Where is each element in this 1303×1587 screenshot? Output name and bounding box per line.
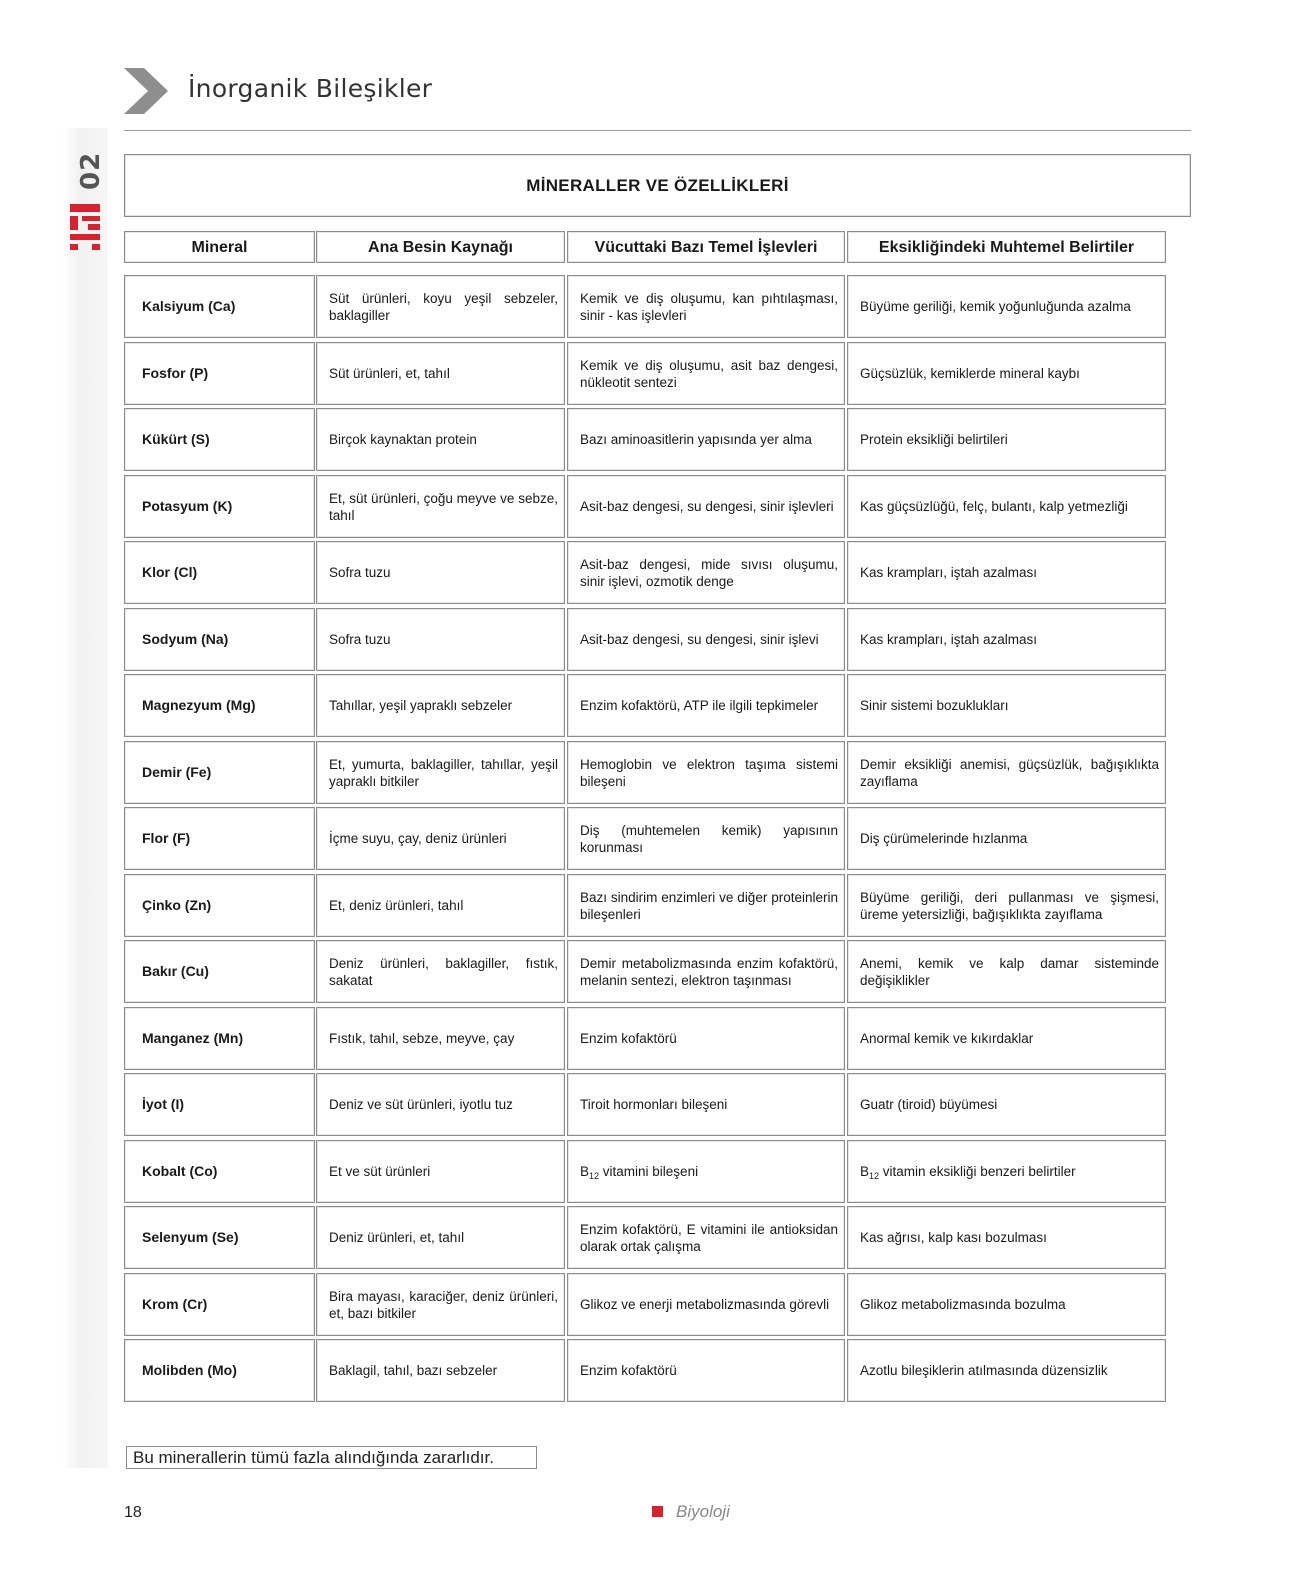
source-text: Deniz ürünleri, et, tahıl [329,1230,465,1245]
deficiency-cell [847,1007,1166,1070]
deficiency-cell [847,1206,1166,1269]
source-text: Et, yumurta, baklagiller, tahıllar, yeşil yapraklı bitkiler [329,756,558,789]
function-cell [567,1073,845,1136]
function-text: Asit-baz dengesi, su dengesi, sinir işlevleri [580,499,834,514]
function-text: Enzim kofaktörü, ATP ile ilgili tepkimeler [580,698,819,713]
source-text: İçme suyu, çay, deniz ürünleri [329,831,507,846]
function-text: Enzim kofaktörü [580,1031,677,1046]
source-text: Et, deniz ürünleri, tahıl [329,898,464,913]
function-text: Asit-baz dengesi, su dengesi, sinir işlevi [580,632,819,647]
unit-number: 02 [76,151,106,190]
column-header: Vücuttaki Bazı Temel İşlevleri [567,231,845,263]
source-text: Sofra tuzu [329,565,391,580]
function-cell [567,475,845,538]
function-text: Bazı aminoasitlerin yapısında yer alma [580,432,812,447]
deficiency-text: Büyüme geriliği, deri pullanması ve şişmesi, üreme yetersizliği, bağışıklıkta zayıflama [860,889,1159,922]
source-cell [316,1073,565,1136]
footnote: Bu minerallerin tümü fazla alındığında zararlıdır. [126,1446,537,1469]
source-cell [316,1339,565,1402]
page-title: İnorganik Bileşikler [188,74,433,103]
source-cell [316,475,565,538]
deficiency-cell [847,1140,1166,1203]
deficiency-text: Demir eksikliği anemisi, güçsüzlük, bağışıklıkta zayıflama [860,756,1159,789]
function-cell [567,408,845,471]
function-text: Bazı sindirim enzimleri ve diğer proteinlerin bileşenleri [580,889,838,922]
function-text: $B_{12}$ vitamini bileşeni [580,1164,699,1181]
deficiency-text: Anormal kemik ve kıkırdaklar [860,1031,1034,1046]
deficiency-text: $B_{12}$ vitamin eksikliği benzeri belirtiler [860,1164,1076,1181]
deficiency-cell [847,608,1166,671]
function-text: Kemik ve diş oluşumu, kan pıhtılaşması, sinir - kas işlevleri [580,290,838,323]
source-text: Et ve süt ürünleri [329,1164,431,1179]
function-text: Diş (muhtemelen kemik) yapısının korunması [580,822,838,855]
source-text: Birçok kaynaktan protein [329,432,477,447]
mineral-cell: Fosfor (P) [124,342,315,405]
source-cell [316,874,565,937]
source-cell [316,1007,565,1070]
deficiency-cell [847,741,1166,804]
source-cell [316,940,565,1003]
deficiency-text: Protein eksikliği belirtileri [860,432,1008,447]
unit-logo-icon [68,202,102,252]
deficiency-text: Diş çürümelerinde hızlanma [860,831,1028,846]
function-cell [567,541,845,604]
function-cell [567,874,845,937]
function-cell [567,807,845,870]
deficiency-text: Kas krampları, iştah azalması [860,565,1038,580]
source-cell [316,741,565,804]
function-cell [567,1273,845,1336]
source-text: Fıstık, tahıl, sebze, meyve, çay [329,1031,515,1046]
source-cell [316,275,565,338]
deficiency-text: Kas ağrısı, kalp kası bozulması [860,1230,1047,1245]
deficiency-cell [847,408,1166,471]
deficiency-text: Güçsüzlük, kemiklerde mineral kaybı [860,366,1080,381]
mineral-cell: Kobalt (Co) [124,1140,315,1203]
column-header: Ana Besin Kaynağı [316,231,565,263]
table-title: MİNERALLER VE ÖZELLİKLERİ [124,154,1191,217]
deficiency-text: Guatr (tiroid) büyümesi [860,1097,998,1112]
source-cell [316,674,565,737]
function-cell [567,342,845,405]
mineral-cell: Çinko (Zn) [124,874,315,937]
function-text: Glikoz ve enerji metabolizmasında görevli [580,1297,830,1312]
deficiency-cell [847,541,1166,604]
deficiency-text: Sinir sistemi bozuklukları [860,698,1009,713]
deficiency-cell [847,342,1166,405]
deficiency-text: Büyüme geriliği, kemik yoğunluğunda azalma [860,299,1131,314]
deficiency-text: Azotlu bileşiklerin atılmasında düzensizlik [860,1363,1108,1378]
mineral-cell: Manganez (Mn) [124,1007,315,1070]
mineral-cell: Potasyum (K) [124,475,315,538]
deficiency-cell [847,475,1166,538]
source-text: Baklagil, tahıl, bazı sebzeler [329,1363,498,1378]
source-text: Süt ürünleri, et, tahıl [329,366,450,381]
page-number: 18 [124,1504,142,1521]
deficiency-text: Kas krampları, iştah azalması [860,632,1038,647]
deficiency-cell [847,874,1166,937]
column-header: Eksikliğindeki Muhtemel Belirtiler [847,231,1166,263]
mineral-cell: Kükürt (S) [124,408,315,471]
source-cell [316,1273,565,1336]
column-header: Mineral [124,231,315,263]
header-divider [124,130,1191,131]
deficiency-text: Kas güçsüzlüğü, felç, bulantı, kalp yetmezliği [860,499,1128,514]
deficiency-text: Glikoz metabolizmasında bozulma [860,1297,1066,1312]
function-cell [567,275,845,338]
function-cell [567,674,845,737]
subject-label: Biyoloji [676,1502,730,1521]
source-text: Sofra tuzu [329,632,391,647]
source-cell [316,1206,565,1269]
function-text: Kemik ve diş oluşumu, asit baz dengesi, nükleotit sentezi [580,357,838,390]
mineral-cell: Krom (Cr) [124,1273,315,1336]
mineral-cell: Selenyum (Se) [124,1206,315,1269]
source-cell [316,342,565,405]
function-text: Enzim kofaktörü [580,1363,677,1378]
source-text: Tahıllar, yeşil yapraklı sebzeler [329,698,513,713]
function-cell [567,1339,845,1402]
function-cell [567,1140,845,1203]
source-cell [316,1140,565,1203]
unit-tab [64,150,110,260]
mineral-cell: Flor (F) [124,807,315,870]
function-text: Tiroit hormonları bileşeni [580,1097,728,1112]
function-cell [567,1007,845,1070]
function-text: Hemoglobin ve elektron taşıma sistemi bileşeni [580,756,838,789]
source-text: Deniz ve süt ürünleri, iyotlu tuz [329,1097,513,1112]
mineral-cell: Sodyum (Na) [124,608,315,671]
mineral-cell: Kalsiyum (Ca) [124,275,315,338]
deficiency-cell [847,275,1166,338]
deficiency-text: Anemi, kemik ve kalp damar sisteminde değişiklikler [860,955,1159,988]
function-cell [567,940,845,1003]
function-text: Demir metabolizmasında enzim kofaktörü, melanin sentezi, elektron taşınması [580,955,838,988]
mineral-cell: İyot (I) [124,1073,315,1136]
function-cell [567,741,845,804]
deficiency-cell [847,674,1166,737]
source-text: Süt ürünleri, koyu yeşil sebzeler, baklagiller [329,290,558,323]
mineral-cell: Klor (Cl) [124,541,315,604]
mineral-cell: Magnezyum (Mg) [124,674,315,737]
function-cell [567,1206,845,1269]
deficiency-cell [847,1273,1166,1336]
deficiency-cell [847,807,1166,870]
deficiency-cell [847,940,1166,1003]
source-text: Bira mayası, karaciğer, deniz ürünleri, et, bazı bitkiler [329,1288,558,1321]
function-text: Enzim kofaktörü, E vitamini ile antioksidan olarak ortak çalışma [580,1221,838,1254]
function-text: Asit-baz dengesi, mide sıvısı oluşumu, sinir işlevi, ozmotik denge [580,556,838,589]
source-text: Deniz ürünleri, baklagiller, fıstık, sakatat [329,955,558,988]
mineral-cell: Bakır (Cu) [124,940,315,1003]
side-strip [62,128,108,1468]
footer-square-icon [652,1506,663,1517]
source-cell [316,541,565,604]
source-cell [316,408,565,471]
deficiency-cell [847,1073,1166,1136]
deficiency-cell [847,1339,1166,1402]
mineral-cell: Molibden (Mo) [124,1339,315,1402]
source-text: Et, süt ürünleri, çoğu meyve ve sebze, tahıl [329,490,558,523]
source-cell [316,608,565,671]
source-cell [316,807,565,870]
function-cell [567,608,845,671]
mineral-cell: Demir (Fe) [124,741,315,804]
chevron-icon [124,68,168,114]
